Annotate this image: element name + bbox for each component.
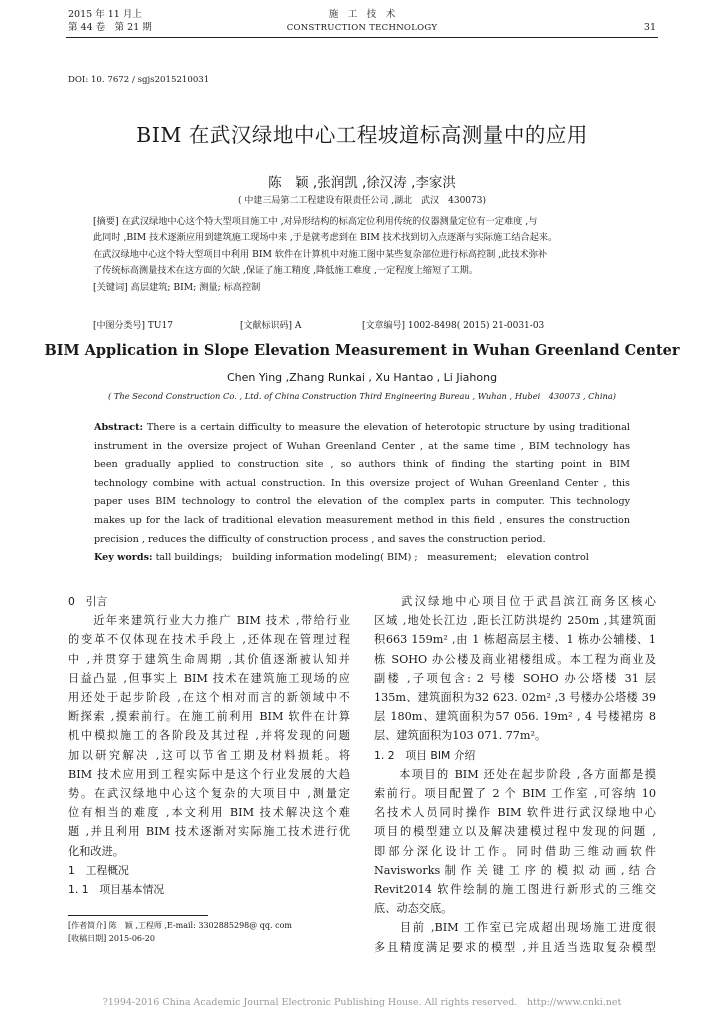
body-line: 层 180m、建筑面积为57 056. 19m² , 4 号楼裙房 8 bbox=[374, 710, 656, 724]
body-line: 断探索 ,摸索前行。在施工前利用 BIM 软件在计算 bbox=[68, 710, 350, 724]
body-line: 近年来建筑行业大力推广 BIM 技术 ,带给行业 bbox=[68, 614, 350, 628]
footnote bbox=[68, 919, 292, 945]
body-line: 多且精度满足要求的模型 ,并且适当选取复杂模型 bbox=[374, 940, 656, 954]
abstract-cn bbox=[93, 214, 633, 296]
body-line: Revit2014 软件绘制的施工图进行新形式的三维交 bbox=[374, 883, 656, 897]
section-heading-1-2: 1. 2 项目 BIM 介绍 bbox=[374, 748, 476, 762]
abstract-cn-line: 了传统标高测量技术在这方面的欠缺 ,保证了施工精度 ,降低施工难度 ,一定程度上缩短了工期。 bbox=[93, 265, 479, 277]
body-line: 副楼 ,子项包含: 2 号楼 SOHO 办公塔楼 31 层 bbox=[374, 671, 656, 685]
body-line: 区域 ,地处长江边 ,距长江防洪堤约 250m ,其建筑面 bbox=[374, 614, 656, 628]
body-line: 栋 SOHO 办公楼及商业裙楼组成。本工程为商业及 bbox=[374, 652, 656, 666]
abstract-en-label: Abstract: bbox=[94, 422, 144, 433]
abstract-en-line: There is a certain difficulty to measure the elevation of heterotopic structure by using traditional bbox=[146, 422, 630, 433]
received-date: [收稿日期] 2015-06-20 bbox=[68, 934, 155, 943]
right-column bbox=[374, 592, 656, 957]
left-column bbox=[68, 592, 350, 899]
english-affiliation: ( The Second Construction Co. , Ltd. of China Construction Third Engineering Bureau , Wuhan , Hubei 430073 , China) bbox=[107, 391, 617, 401]
abstract-en bbox=[94, 419, 630, 568]
body-line: 层、建筑面积为103 071. 77m²。 bbox=[374, 729, 547, 743]
authors: 陈 颖 ,张润凯 ,徐汉涛 ,李家洪 bbox=[268, 175, 456, 191]
body-line: 积663 159m² ,由 1 栋超高层主楼、1 栋办公辅楼、1 bbox=[374, 633, 656, 647]
abstract-en-line: technology combine with actual construction. In this oversize project of Wuhan Greenland Center , this bbox=[94, 477, 630, 489]
header-date: 2015 年 11 月上 bbox=[68, 9, 142, 20]
keywords-en-label: Key words: bbox=[94, 552, 153, 564]
body-line: Navisworks 制 作 关 键 工 序 的 模 拟 动 画 , 结 合 bbox=[374, 863, 656, 877]
paper-title: BIM 在武汉绿地中心工程坡道标高测量中的应用 bbox=[136, 123, 588, 147]
body-line: 中 ,并贯穿于建筑生命周期 ,其价值逐渐被认知并 bbox=[68, 652, 350, 666]
body-line: 的变革不仅体现在技术手段上 ,还体现在管理过程 bbox=[68, 633, 350, 647]
body-line: 题 ,并且利用 BIM 技术逐渐对实际施工技术进行优 bbox=[68, 825, 350, 839]
body-line: 索前行。项目配置了 2 个 BIM 工作室 ,可容纳 10 bbox=[374, 787, 656, 801]
document-code: [文献标识码] A bbox=[240, 321, 302, 331]
abstract-cn-line: [摘要] 在武汉绿地中心这个特大型项目施工中 ,对异形结构的标高定位利用传统的仪器测量定位有一定难度 ,与 bbox=[93, 216, 538, 227]
cnki-watermark: ?1994-2016 China Academic Journal Electronic Publishing House. All rights reserved. http://www.cnki.net bbox=[102, 997, 622, 1008]
body-line: 机中模拟施工的各阶段及其过程 ,并将发现的问题 bbox=[68, 729, 350, 743]
section-heading-intro: 0 引言 bbox=[68, 595, 108, 608]
abstract-en-line: instrument in the oversize project of Wuhan Greenland Center , at the same time , BIM technology has bbox=[94, 440, 630, 452]
author-intro: [作者简介] 陈 颖 ,工程师 ,E-mail: 3302885298@ qq. com bbox=[68, 921, 293, 930]
body-line: 本项目的 BIM 还处在起步阶段 ,各方面都是摸 bbox=[374, 767, 656, 781]
affiliation: ( 中建三局第二工程建设有限责任公司 ,湖北 武汉 430073) bbox=[238, 196, 486, 206]
section-heading-1-1: 1. 1 项目基本情况 bbox=[68, 883, 165, 897]
body-line: 武汉绿地中心项目位于武昌滨江商务区核心 bbox=[374, 595, 656, 608]
body-line: 即部分深化设计工作。同时借助三维动画软件 bbox=[374, 844, 656, 858]
body-line: 底、动态交底。 bbox=[374, 902, 453, 916]
body-line: BIM 技术应用到工程实际中是这个行业发展的大趋 bbox=[68, 767, 350, 781]
section-heading-1: 1 工程概况 bbox=[68, 863, 129, 877]
abstract-cn-line: 在武汉绿地中心这个特大型项目中利用 BIM 软件在计算机中对施工图中某些复杂部位进行标高控制 ,此技术弥补 bbox=[93, 248, 548, 260]
abstract-en-line: makes up for the lack of traditional elevation measurement method in this field , ensures the construction bbox=[94, 514, 630, 526]
abstract-cn-line: 此同时 ,BIM 技术逐渐应用到建筑施工现场中来 ,于是就考虑到在 BIM 技术找到切入点逐渐与实际施工结合起来。 bbox=[93, 232, 558, 244]
article-number: [文章编号] 1002-8498( 2015) 21-0031-03 bbox=[362, 321, 545, 331]
body-line: 加以研究解决 ,这可以节省工期及材料损耗。将 bbox=[68, 748, 350, 762]
body-line: 项目的模型建立以及解决建模过程中发现的问题 , bbox=[374, 825, 656, 839]
body-line: 目前 ,BIM 工作室已完成超出现场施工进度很 bbox=[374, 921, 656, 935]
abstract-en-line: precision , reduces the difficulty of construction process , and saves the construction period. bbox=[94, 533, 546, 545]
header-journal-en: CONSTRUCTION TECHNOLOGY bbox=[286, 23, 438, 33]
keywords-en: tall buildings; building information modeling( BIM) ; measurement; elevation control bbox=[155, 552, 589, 564]
body-line: 135m、建筑面积为32 623. 02m² ,3 号楼办公塔楼 39 bbox=[374, 691, 656, 705]
body-line: 位有相当的难度 ,本文利用 BIM 技术解决这个难 bbox=[68, 806, 350, 820]
header-page-number: 31 bbox=[643, 22, 656, 33]
header-rule bbox=[66, 37, 658, 38]
english-authors: Chen Ying ,Zhang Runkai , Xu Hantao , Li Jiahong bbox=[226, 371, 498, 384]
keywords-cn: [关键词] 高层建筑; BIM; 测量; 标高控制 bbox=[93, 281, 261, 293]
clc-number: [中图分类号] TU17 bbox=[93, 321, 173, 331]
body-line: 势。在武汉绿地中心这个复杂的大项目中 ,测量定 bbox=[68, 787, 350, 801]
footnote-rule bbox=[68, 915, 208, 916]
body-line: 化和改进。 bbox=[68, 844, 124, 858]
body-line: 日益凸显 ,但事实上 BIM 技术在建筑施工现场的应 bbox=[68, 671, 350, 685]
body-line: 用还处于起步阶段 ,在这个相对而言的新领域中不 bbox=[68, 691, 350, 705]
header-volume: 第 44 卷 第 21 期 bbox=[68, 22, 152, 33]
header-journal-cn: 施 工 技 术 bbox=[328, 9, 396, 20]
abstract-en-line: paper uses BIM technology to control the elevation of the complex parts in computer. This technology bbox=[94, 496, 630, 508]
abstract-en-line: been gradually applied to construction site , so authors think of finding the starting point in BIM bbox=[94, 459, 630, 471]
doi: DOI: 10. 7672 / sgjs2015210031 bbox=[68, 75, 210, 85]
english-title: BIM Application in Slope Elevation Measurement in Wuhan Greenland Center bbox=[44, 342, 680, 359]
body-line: 名技术人员同时操作 BIM 软件进行武汉绿地中心 bbox=[374, 806, 656, 820]
